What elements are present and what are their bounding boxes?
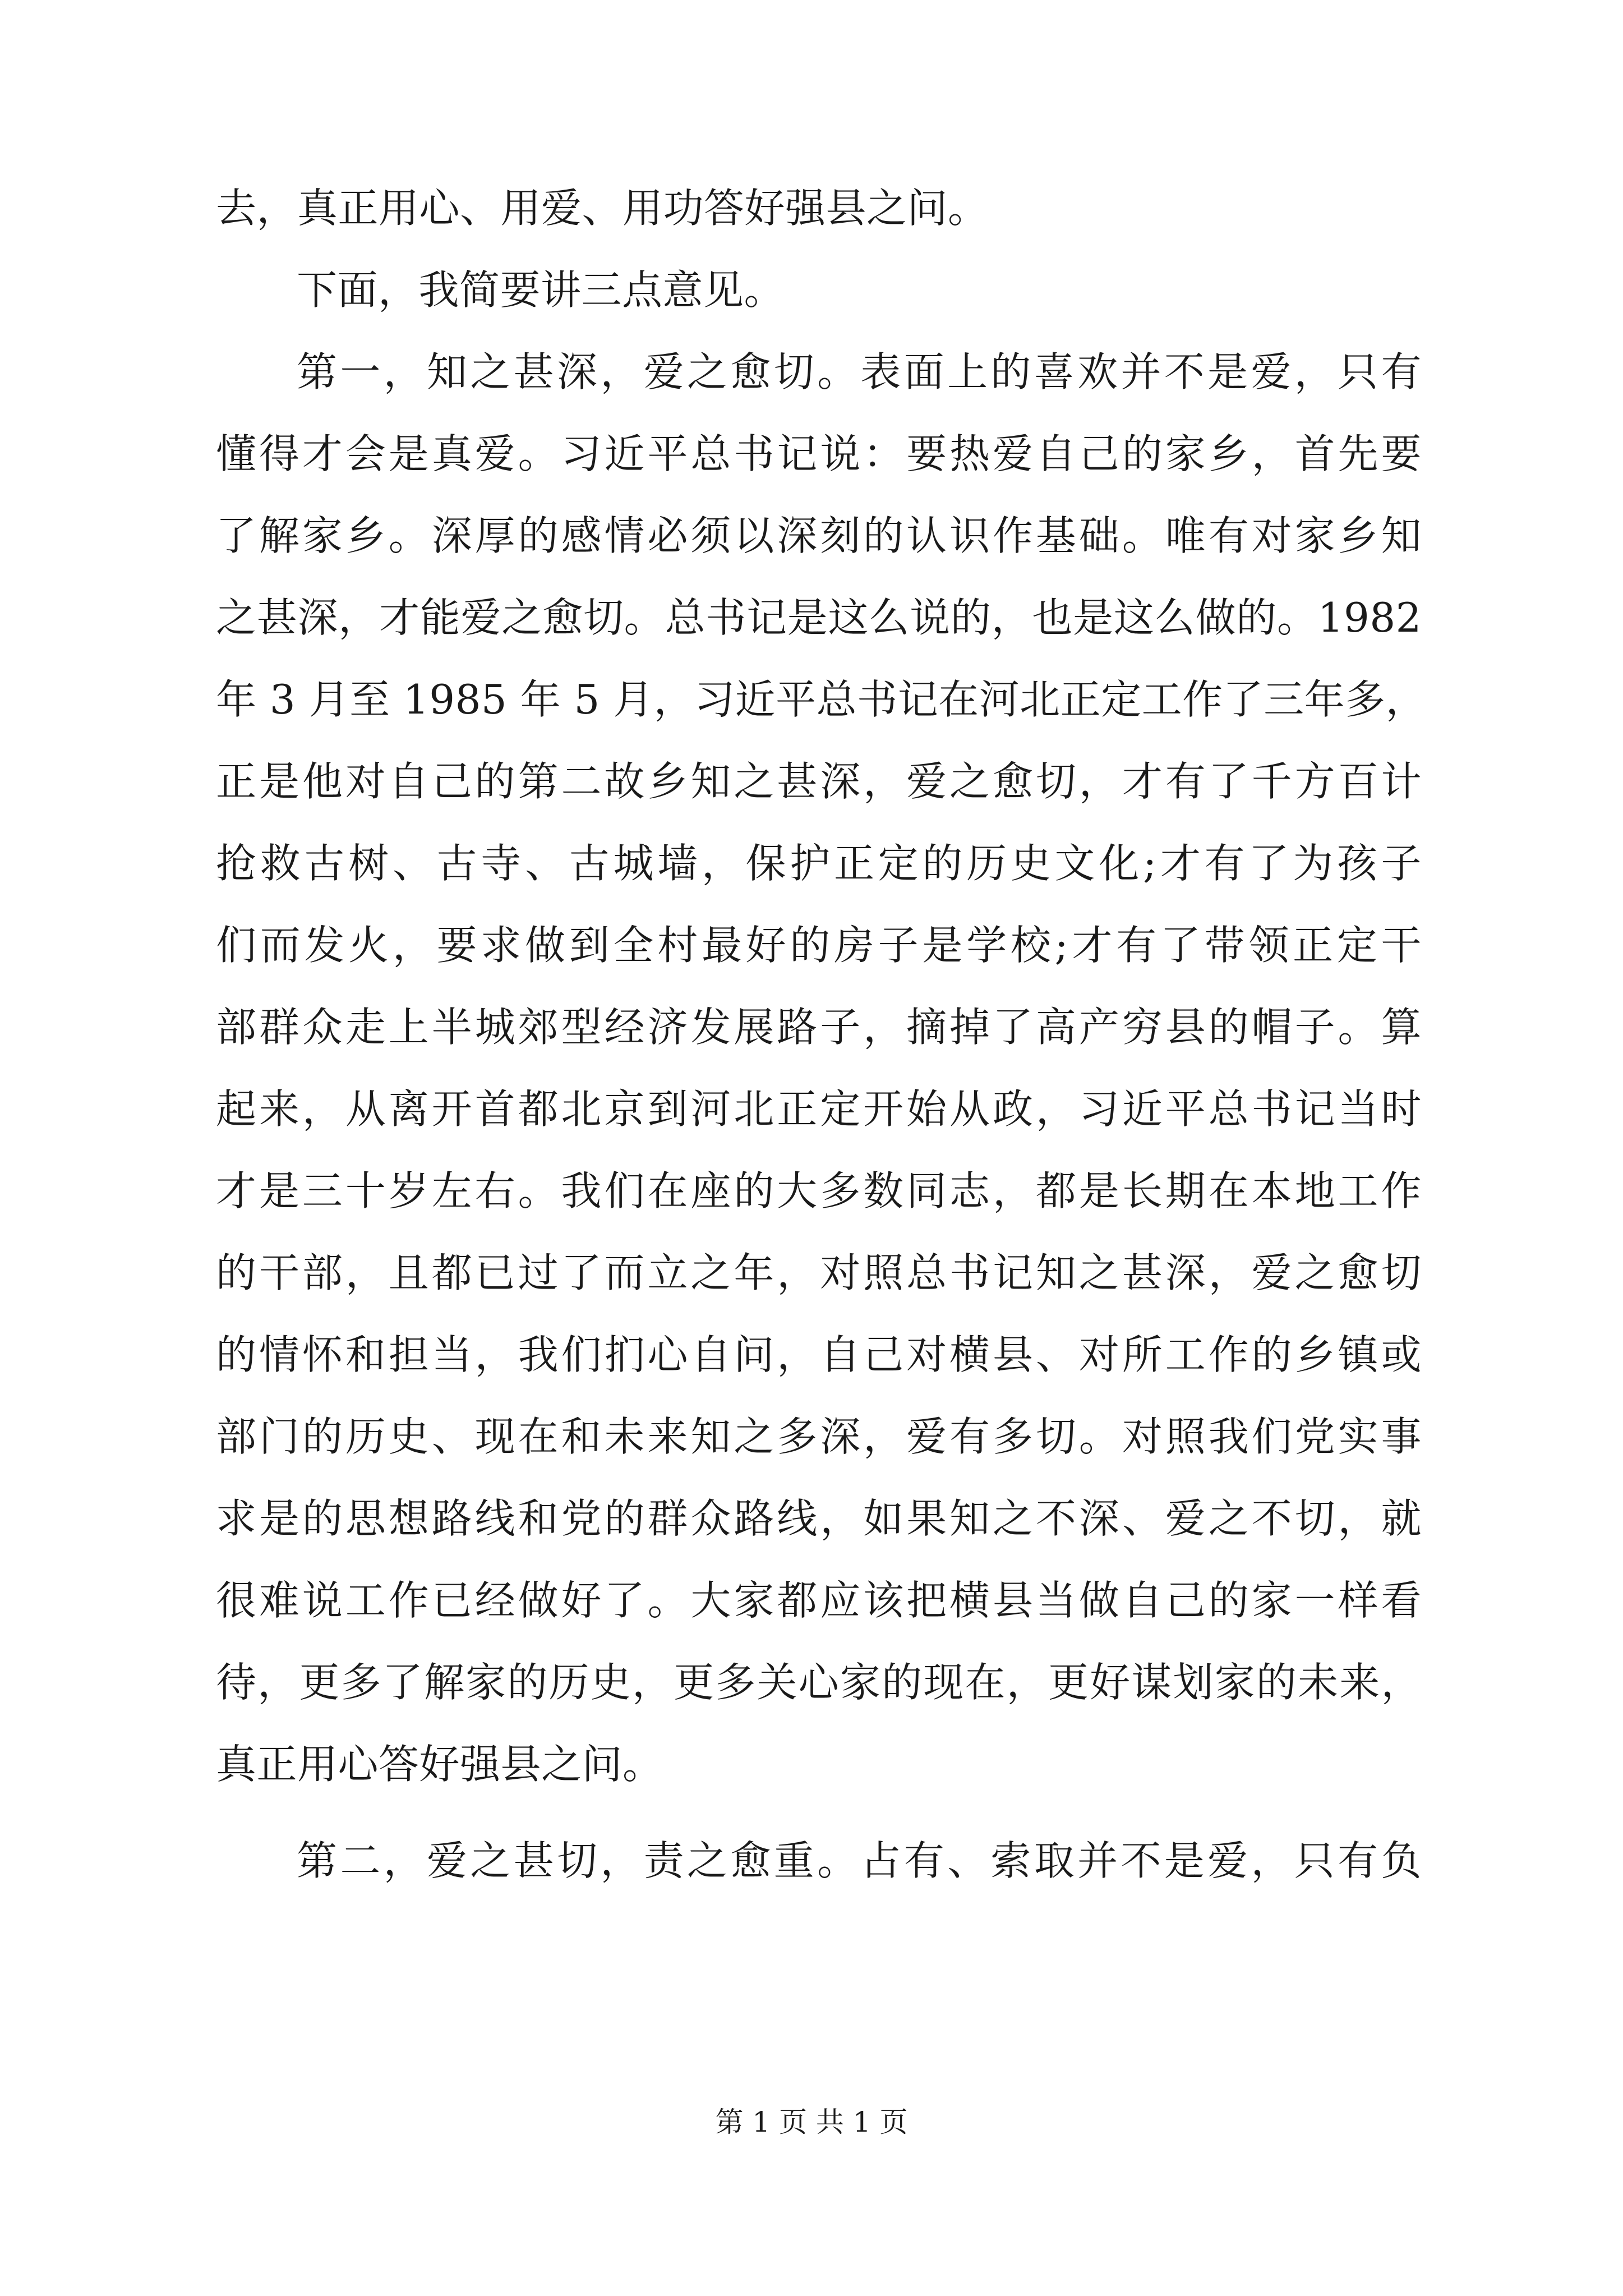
text-line: 的情怀和担当，我们扪心自问，自己对横县、对所工作的乡镇或 bbox=[216, 1331, 1422, 1378]
page-number-footer: 第 1 页 共 1 页 bbox=[715, 2106, 908, 2138]
text-line: 下面，我简要讲三点意见。 bbox=[297, 266, 785, 314]
text-line: 才是三十岁左右。我们在座的大多数同志，都是长期在本地工作 bbox=[216, 1167, 1422, 1214]
text-line: 部群众走上半城郊型经济发展路子，摘掉了高产穷县的帽子。算 bbox=[216, 1004, 1422, 1051]
text-line: 很难说工作已经做好了。大家都应该把横县当做自己的家一样看 bbox=[216, 1577, 1422, 1624]
document-body bbox=[216, 185, 1427, 1884]
text-line: 第一，知之甚深，爱之愈切。表面上的喜欢并不是爱，只有 bbox=[297, 348, 1422, 395]
text-line: 正是他对自己的第二故乡知之甚深，爱之愈切，才有了千方百计 bbox=[216, 758, 1422, 805]
text-line: 第二，爱之甚切，责之愈重。占有、索取并不是爱，只有负 bbox=[297, 1837, 1422, 1884]
text-line: 待，更多了解家的历史，更多关心家的现在，更好谋划家的未来， bbox=[216, 1659, 1422, 1706]
text-line: 抢救古树、古寺、古城墙，保护正定的历史文化;才有了为孩子 bbox=[216, 840, 1422, 887]
text-line: 起来，从离开首都北京到河北正定开始从政，习近平总书记当时 bbox=[216, 1085, 1422, 1133]
text-line: 部门的历史、现在和未来知之多深，爱有多切。对照我们党实事 bbox=[216, 1413, 1422, 1460]
text-line: 去，真正用心、用爱、用功答好强县之问。 bbox=[216, 185, 989, 232]
text-line: 真正用心答好强县之问。 bbox=[216, 1741, 663, 1788]
text-line: 了解家乡。深厚的感情必须以深刻的认识作基础。唯有对家乡知 bbox=[216, 512, 1422, 559]
text-line: 们而发火，要求做到全村最好的房子是学校;才有了带领正定干 bbox=[216, 922, 1422, 969]
text-line: 求是的思想路线和党的群众路线，如果知之不深、爱之不切，就 bbox=[216, 1495, 1422, 1542]
text-line: 之甚深，才能爱之愈切。总书记是这么说的，也是这么做的。1982 bbox=[216, 594, 1422, 641]
text-line: 懂得才会是真爱。习近平总书记说：要热爱自己的家乡，首先要 bbox=[216, 430, 1422, 477]
text-line: 年 3 月至 1985 年 5 月，习近平总书记在河北正定工作了三年多， bbox=[216, 676, 1427, 723]
text-line: 的干部，且都已过了而立之年，对照总书记知之甚深，爱之愈切 bbox=[216, 1249, 1422, 1296]
